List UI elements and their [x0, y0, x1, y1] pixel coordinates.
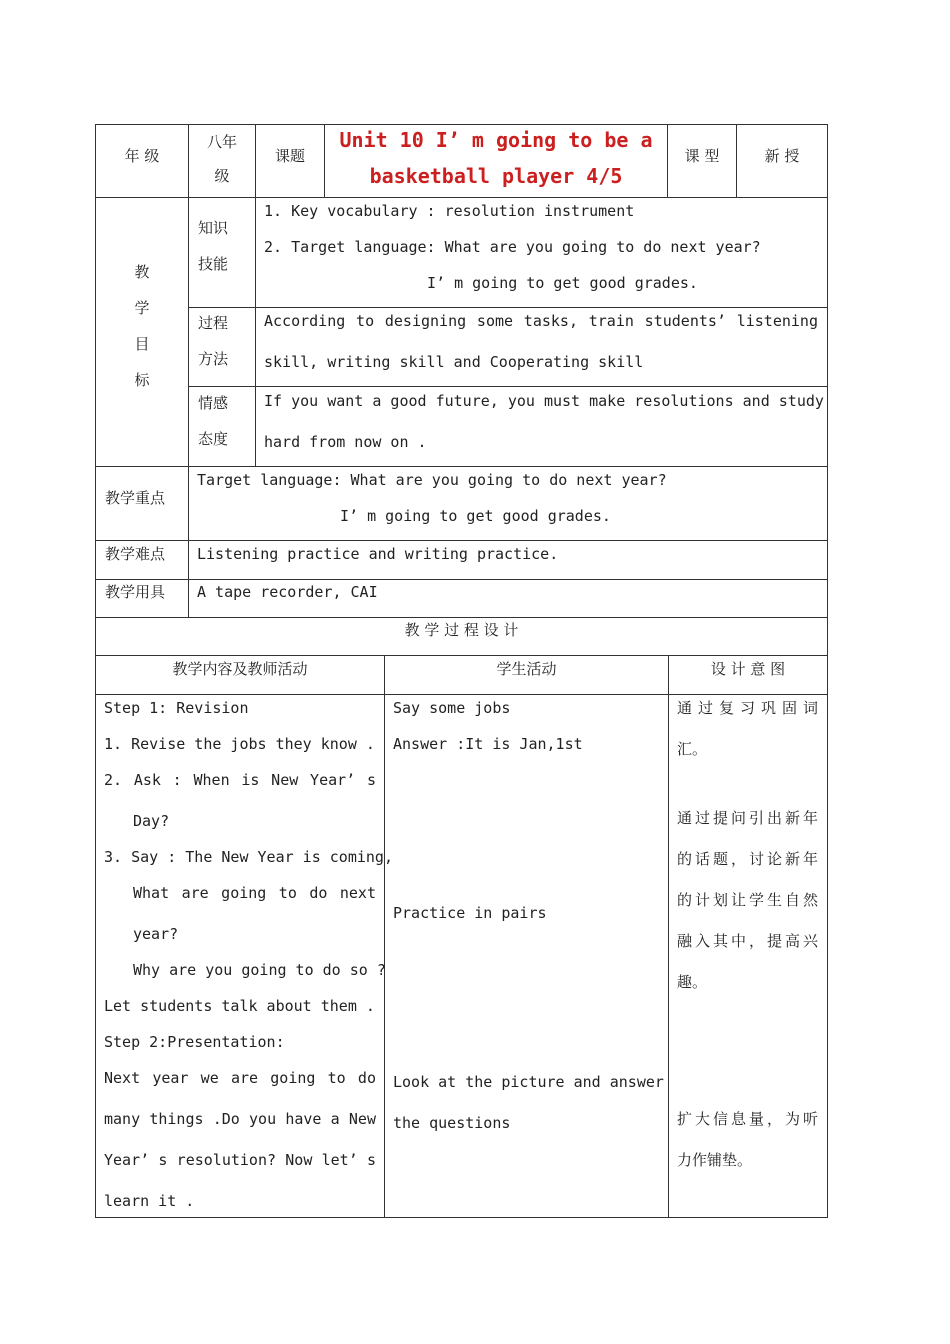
- intent-line6: 融入其中，提高兴: [677, 932, 818, 950]
- step2-para-line3: Year’ s resolution? Now let’ s: [104, 1151, 376, 1169]
- emotion-label-line2: 态度: [198, 430, 229, 448]
- column-teacher-activity: 教学内容及教师活动: [172, 660, 308, 678]
- step1-item3-line2: What are going to do next: [133, 884, 376, 902]
- student-questions: the questions: [393, 1114, 511, 1132]
- step2-para-line2: many things .Do you have a New: [104, 1110, 376, 1128]
- intent-line8: 扩大信息量，为听: [677, 1110, 818, 1128]
- intent-line5: 的计划让学生自然: [677, 891, 818, 909]
- let-students-talk: Let students talk about them .: [104, 997, 375, 1015]
- step1-item1: 1. Revise the jobs they know .: [104, 735, 375, 753]
- objectives-label-char-1: 教: [134, 263, 150, 281]
- grade-value-line2: 级: [214, 167, 230, 185]
- knowledge-line2: 2. Target language: What are you going to do next year?: [264, 238, 761, 256]
- objectives-label-char-2: 学: [134, 299, 150, 317]
- emotion-label-line1: 情感: [198, 394, 229, 412]
- tools-text: A tape recorder, CAI: [197, 583, 378, 601]
- column-student-activity: 学生活动: [496, 660, 557, 678]
- intent-line1: 通过复习巩固词: [677, 699, 818, 717]
- process-label-line2: 方法: [198, 350, 229, 368]
- knowledge-label-line2: 技能: [198, 255, 229, 273]
- knowledge-label-line1: 知识: [198, 219, 229, 237]
- key-points-line1: Target language: What are you going to do next year?: [197, 471, 667, 489]
- step1-heading: Step 1: Revision: [104, 699, 249, 717]
- step1-item3-line1: 3. Say : The New Year is coming,: [104, 848, 393, 866]
- emotion-line2: hard from now on .: [264, 433, 427, 451]
- objectives-label-char-4: 标: [134, 371, 150, 389]
- key-points-label: 教学重点: [105, 489, 166, 507]
- lesson-title-line1: Unit 10 I’ m going to be a: [339, 128, 653, 152]
- intent-line7: 趣。: [677, 973, 708, 991]
- objectives-label-char-3: 目: [134, 335, 150, 353]
- knowledge-line1: 1. Key vocabulary : resolution instrument: [264, 202, 635, 220]
- type-label: 课 型: [684, 147, 720, 165]
- step1-item3-line4: Why are you going to do so ?: [133, 961, 386, 979]
- student-say-jobs: Say some jobs: [393, 699, 511, 717]
- intent-line9: 力作铺垫。: [677, 1151, 753, 1169]
- process-line2: skill, writing skill and Cooperating skill: [264, 353, 644, 371]
- intent-line4: 的话题，讨论新年: [677, 850, 818, 868]
- difficulties-text: Listening practice and writing practice.: [197, 545, 559, 563]
- key-points-line2: I’ m going to get good grades.: [340, 507, 611, 525]
- process-design-heading: 教 学 过 程 设 计: [404, 621, 519, 639]
- topic-label: 课题: [274, 147, 305, 165]
- step2-para-line1: Next year we are going to do: [104, 1069, 376, 1087]
- student-practice-pairs: Practice in pairs: [393, 904, 547, 922]
- student-look-picture: Look at the picture and answer: [393, 1073, 664, 1091]
- process-line1: According to designing some tasks, train students’ listening: [264, 312, 818, 330]
- student-answer: Answer :It is Jan,1st: [393, 735, 583, 753]
- grade-label: 年 级: [124, 147, 160, 165]
- step2-para-line4: learn it .: [104, 1192, 195, 1210]
- lesson-title-line2: basketball player 4/5: [369, 164, 623, 188]
- step1-item3-line3: year?: [133, 925, 179, 943]
- process-label-line1: 过程: [198, 314, 229, 332]
- tools-label: 教学用具: [105, 583, 166, 601]
- step1-item2-line2: Day?: [133, 812, 170, 830]
- type-value: 新 授: [764, 147, 800, 165]
- difficulties-label: 教学难点: [105, 545, 166, 563]
- grade-value-line1: 八年: [206, 133, 237, 151]
- column-design-intent: 设 计 意 图: [710, 660, 786, 678]
- step1-item2-line1: 2. Ask : When is New Year’ s: [104, 771, 376, 789]
- intent-line3: 通过提问引出新年: [677, 809, 818, 827]
- step2-heading: Step 2:Presentation:: [104, 1033, 285, 1051]
- knowledge-line3: I’ m going to get good grades.: [427, 274, 698, 292]
- emotion-line1: If you want a good future, you must make resolutions and study: [264, 392, 824, 410]
- intent-line2: 汇。: [677, 740, 708, 758]
